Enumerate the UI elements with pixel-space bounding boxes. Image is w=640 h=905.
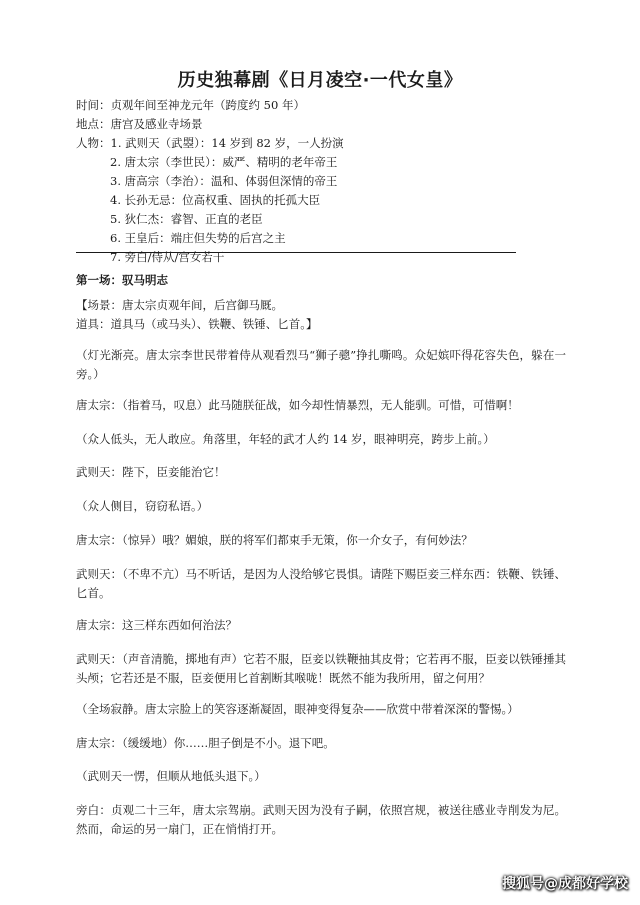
character-item: 5. 狄仁杰：睿智、正直的老臣 [110, 212, 263, 226]
dialogue-line: 武则天：（声音清脆，掷地有声）它若不服，臣妾以铁鞭抽其皮骨；它若再不服，臣妾以铁锤捶其头颅；它若还是不服，臣妾便用匕首割断其喉咙！既然不能为我所用，留之何用？ [76, 652, 566, 685]
character-item: 2. 唐太宗（李世民）：威严、精明的老年帝王 [110, 155, 338, 169]
document-title: 历史独幕剧《日月凌空·一代女皇》 [177, 70, 463, 91]
dialogue-line: 唐太宗：（惊异）哦？媚娘，朕的将军们都束手无策，你一介女子，有何妙法？ [76, 533, 473, 547]
character-list-continued [76, 153, 344, 267]
character-item: 3. 唐高宗（李治）：温和、体弱但深情的帝王 [110, 174, 338, 188]
source-watermark: 搜狐号@成都好学校 [502, 876, 628, 892]
play-metadata [76, 96, 344, 267]
dialogue-line: 武则天：（不卑不亢）马不听话，是因为人没给够它畏惧。请陛下赐臣妾三样东西：铁鞭、铁锤、匕首。 [76, 567, 566, 600]
time-line: 时间：贞观年间至神龙元年（跨度约 50 年） [76, 98, 305, 112]
character-item: 4. 长孙无忌：位高权重、固执的托孤大臣 [110, 193, 321, 207]
dialogue-line: 唐太宗：这三样东西如何治法？ [76, 618, 237, 632]
character-item: 1. 武则天（武曌）：14 岁到 82 岁，一人扮演 [110, 136, 344, 150]
character-item: 7. 旁白/侍从/宫女若干 [110, 250, 225, 264]
dialogue-line: 唐太宗：（缓缓地）你……胆子倒是不小。退下吧。 [76, 736, 335, 750]
place-line: 地点：唐宫及感业寺场景 [76, 117, 203, 131]
stage-direction: （灯光渐亮。唐太宗李世民带着侍从观看烈马“狮子骢”挣扎嘶鸣。众妃嫔吓得花容失色，躲在一旁。） [76, 348, 566, 381]
character-item: 6. 王皇后：端庄但失势的后宫之主 [110, 231, 286, 245]
dialogue-line: 武则天：陛下，臣妾能治它！ [76, 465, 226, 479]
stage-setting-line: 【场景：唐太宗贞观年间，后宫御马厩。 [76, 298, 283, 312]
character-list [111, 134, 344, 153]
dialogue-line: 唐太宗：（指着马，叹息）此马随朕征战，如今却性情暴烈，无人能驯。可惜，可惜啊！ [76, 398, 519, 412]
props-line: 道具：道具马（或马头）、铁鞭、铁锤、匕首。】 [76, 317, 318, 331]
characters-block [76, 134, 344, 153]
section-divider [76, 252, 516, 253]
stage-direction: （全场寂静。唐太宗脸上的笑容逐渐凝固，眼神变得复杂——欣赏中带着深深的警惕。） [76, 702, 519, 716]
stage-direction: （众人侧目，窃窃私语。） [76, 499, 209, 513]
stage-direction: （众人低头，无人敢应。角落里，年轻的武才人约 14 岁，眼神明亮，跨步上前。） [76, 432, 495, 446]
narration-line: 旁白：贞观二十三年，唐太宗驾崩。武则天因为没有子嗣，依照宫规，被送往感业寺削发为尼。然而，命运的另一扇门，正在悄悄打开。 [76, 803, 566, 836]
stage-direction: （武则天一愣，但顺从地低头退下。） [76, 769, 266, 783]
characters-label: 人物： [76, 136, 111, 150]
scene-heading: 第一场：驭马明志 [76, 273, 168, 287]
